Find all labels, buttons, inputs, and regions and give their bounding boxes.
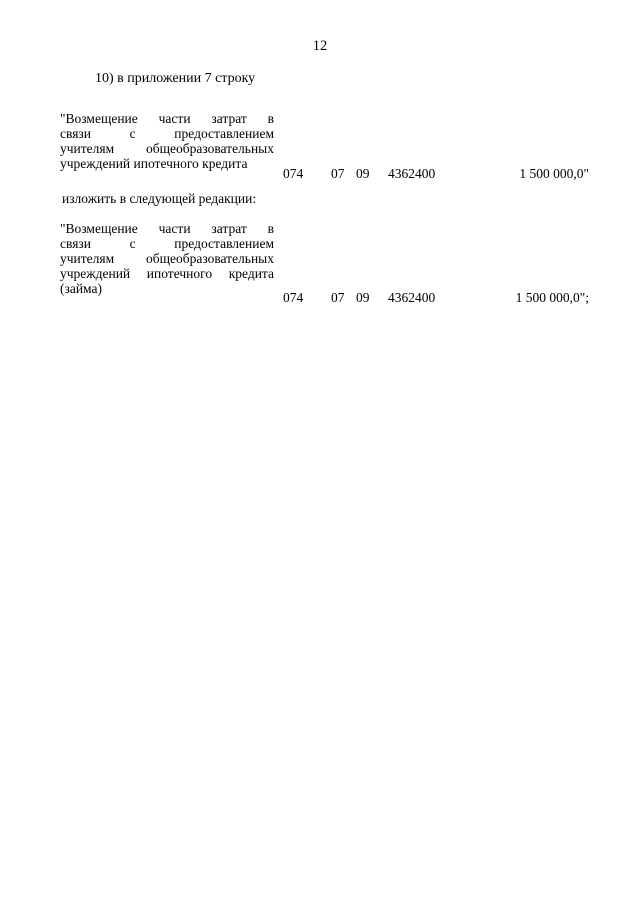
new-row-text-line: учителям общеобразовательных	[60, 251, 274, 266]
old-row-text-line: связи с предоставлением	[60, 126, 274, 141]
new-row-amount: 1 500 000,0";	[515, 290, 589, 305]
new-row-text-line: связи с предоставлением	[60, 236, 274, 251]
instruction-paragraph: изложить в следующей редакции:	[62, 191, 257, 206]
old-row-text	[60, 111, 274, 171]
new-row-text	[60, 221, 274, 296]
old-row-text-line: учреждений ипотечного кредита	[60, 156, 248, 171]
new-row-ministry: 074	[283, 290, 304, 305]
old-row-ministry: 074	[283, 166, 304, 181]
new-row-subsection: 09	[356, 290, 370, 305]
intro-paragraph: 10) в приложении 7 строку	[95, 71, 256, 86]
page-number: 12	[312, 38, 328, 54]
old-row-amount: 1 500 000,0"	[519, 166, 589, 181]
new-row-text-line: "Возмещение части затрат в	[60, 221, 274, 236]
old-row-text-line: учителям общеобразовательных	[60, 141, 274, 156]
old-row-section: 07	[331, 166, 345, 181]
new-row-section: 07	[331, 290, 345, 305]
new-row-target: 4362400	[388, 290, 436, 305]
new-row-text-line: учреждений ипотечного кредита	[60, 266, 274, 281]
old-row-subsection: 09	[356, 166, 370, 181]
old-row-text-line: "Возмещение части затрат в	[60, 111, 274, 126]
new-row-text-line: (займа)	[60, 281, 102, 296]
old-row-target: 4362400	[388, 166, 436, 181]
